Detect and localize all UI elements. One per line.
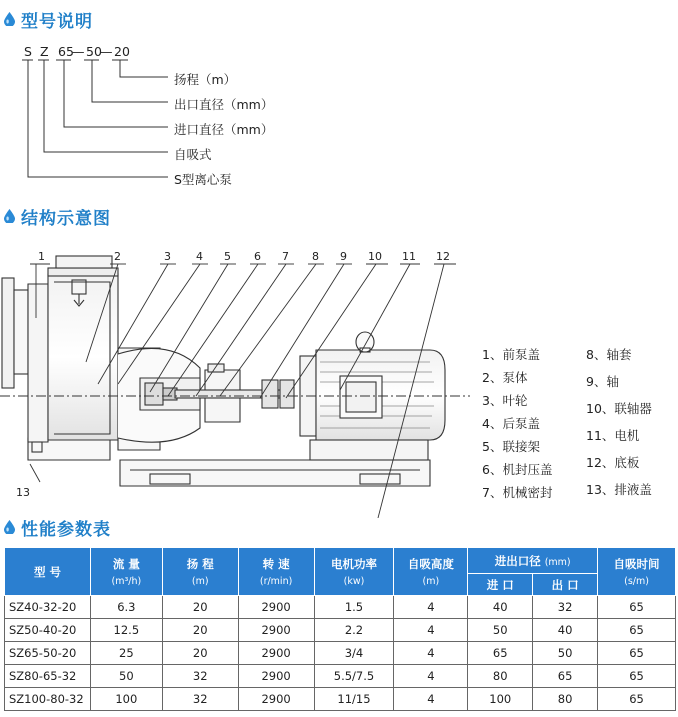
- legend-item: 7、机械密封: [482, 485, 553, 500]
- col-head: 扬 程 (m): [162, 548, 238, 596]
- callout-6: 6: [254, 250, 261, 263]
- code-label-self-priming: 自吸式: [174, 147, 212, 162]
- code-s: S: [24, 44, 32, 59]
- legend-item: 5、联接架: [482, 439, 540, 454]
- performance-table: [4, 547, 676, 711]
- callout-4: 4: [196, 250, 203, 263]
- col-suction: 自吸高度 (m): [394, 548, 468, 596]
- col-outlet: 出 口: [533, 574, 598, 596]
- callout-10: 10: [368, 250, 382, 263]
- legend-item: 12、底板: [586, 455, 640, 470]
- code-label-outlet: 出口直径（mm）: [174, 97, 274, 112]
- callout-13: 13: [16, 486, 30, 499]
- legend-item: 13、排液盖: [586, 482, 652, 497]
- table-row: SZ65-50-20 25 20 2900 3/4 4 65 50 65: [5, 642, 676, 665]
- col-flow: 流 量 (m³/h): [90, 548, 162, 596]
- col-speed: 转 速 (r/min): [238, 548, 314, 596]
- water-drop-icon: [4, 209, 15, 223]
- water-drop-icon: [4, 520, 15, 534]
- callout-5: 5: [224, 250, 231, 263]
- model-code-lines: [0, 0, 200, 190]
- code-label-pump-type: S型离心泵: [174, 172, 232, 187]
- legend-item: 10、联轴器: [586, 401, 652, 416]
- legend-item: 11、电机: [586, 428, 640, 443]
- code-head: 20: [114, 44, 130, 59]
- callout-3: 3: [164, 250, 171, 263]
- legend-item: 6、机封压盖: [482, 462, 553, 477]
- code-sep1: —: [72, 44, 85, 59]
- code-label-inlet: 进口直径（mm）: [174, 122, 274, 137]
- section-performance-header: [4, 514, 111, 540]
- callout-2: 2: [114, 250, 121, 263]
- code-sep2: —: [100, 44, 113, 59]
- callout-9: 9: [340, 250, 347, 263]
- legend-item: 2、泵体: [482, 370, 528, 385]
- section-performance-title: 性能参数表: [21, 519, 111, 540]
- col-model: 型 号: [5, 548, 91, 596]
- callout-7: 7: [282, 250, 289, 263]
- col-power: 电机功率 (kw): [314, 548, 394, 596]
- legend-item: 4、后泵盖: [482, 416, 540, 431]
- code-label-head: 扬程（m）: [174, 72, 237, 87]
- table-row: SZ80-65-32 50 32 2900 5.5/7.5 4 80 65 65: [5, 665, 676, 688]
- code-inlet: 65: [58, 44, 74, 59]
- table-row: SZ100-80-32 100 32 2900 11/15 4 100 80 65: [5, 688, 676, 711]
- section-model-title: 型号说明: [21, 11, 93, 32]
- legend-item: 1、前泵盖: [482, 347, 540, 362]
- callout-11: 11: [402, 250, 416, 263]
- code-z: Z: [40, 44, 49, 59]
- callout-8: 8: [312, 250, 319, 263]
- col-time: 自吸时间 (s/m): [598, 548, 676, 596]
- legend-item: 8、轴套: [586, 347, 632, 362]
- section-structure-title: 结构示意图: [21, 208, 111, 229]
- legend-item: 3、叶轮: [482, 393, 528, 408]
- col-inlet: 进 口: [468, 574, 533, 596]
- table-row: SZ50-40-20 12.5 20 2900 2.2 4 50 40 65: [5, 619, 676, 642]
- legend-item: 9、轴: [586, 374, 619, 389]
- callout-12: 12: [436, 250, 450, 263]
- table-row: SZ40-32-20 6.3 20 2900 1.5 4 40 32 65: [5, 596, 676, 619]
- section-structure-header: [4, 203, 111, 229]
- code-outlet: 50: [86, 44, 102, 59]
- col-diameter: 进出口径 (mm): [468, 548, 598, 574]
- pump-structure-drawing: [0, 238, 470, 518]
- callout-1: 1: [38, 250, 45, 263]
